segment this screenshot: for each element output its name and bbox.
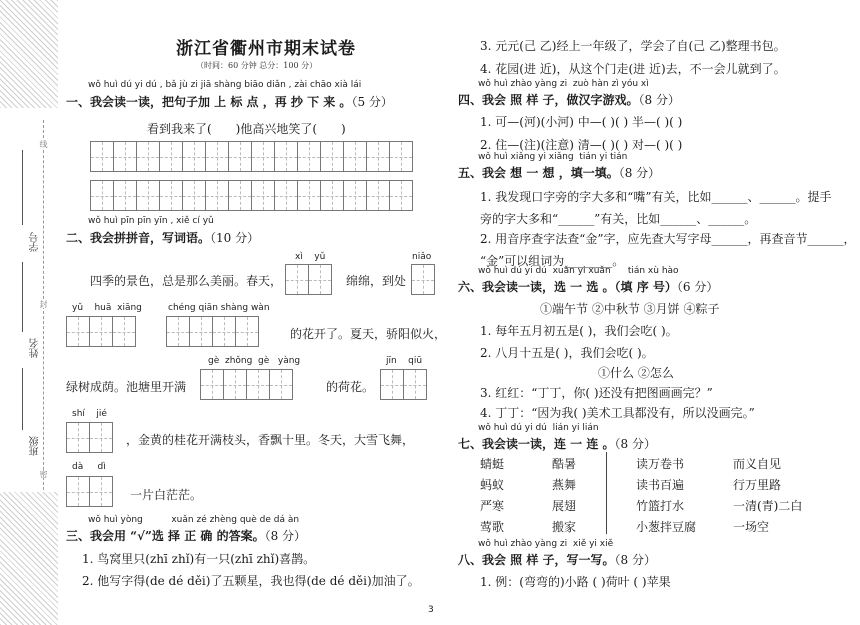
- writing-cell[interactable]: [308, 264, 332, 295]
- writing-cell[interactable]: [212, 316, 236, 347]
- q7-match-item-left-b[interactable]: 燕舞: [552, 478, 577, 492]
- student-id-line: [22, 150, 23, 225]
- q2-answer-gezhongge[interactable]: [200, 369, 292, 400]
- writing-cell[interactable]: [112, 316, 136, 347]
- writing-cell[interactable]: [228, 141, 252, 172]
- writing-cell[interactable]: [66, 316, 90, 347]
- writing-cell[interactable]: [136, 141, 160, 172]
- q6-item-4: 4. 丁丁：“因为我( )美术工具都没有，所以没画完。”: [480, 406, 755, 420]
- q6-heading: [458, 278, 718, 295]
- binding-margin: [0, 0, 58, 625]
- q7-match-item-right-b[interactable]: 一清(青)二白: [733, 499, 803, 513]
- seal-mark-line: 线: [39, 140, 48, 148]
- q1-writing-grid-row1[interactable]: [90, 141, 412, 172]
- q5-item-2a: 2. 用音序查字法查“金”字，应先查大写字母______，再查音节______，: [480, 232, 856, 246]
- q7-match-item-left-a[interactable]: 蜻蜓: [480, 457, 505, 471]
- q7-match-item-left-a[interactable]: 莺歌: [480, 520, 505, 534]
- writing-cell[interactable]: [235, 316, 259, 347]
- writing-cell[interactable]: [228, 180, 252, 211]
- q1-writing-grid-row2[interactable]: [90, 180, 412, 211]
- q4-item-2: 2. 住—(注)(注意) 清—( )( ) 对—( )( ): [480, 138, 683, 152]
- writing-cell[interactable]: [297, 180, 321, 211]
- writing-cell[interactable]: [274, 180, 298, 211]
- writing-cell[interactable]: [343, 141, 367, 172]
- q1-heading-text: 一、我会读一读，把句子加 上 标 点 ，再 抄 下 来 。: [66, 95, 352, 109]
- q8-heading-text: 八、我会 照 样 子，写一写。: [458, 553, 615, 567]
- q3-item-4: 4. 花园(进 近)，从这个门走(进 近)去，不一会儿就到了。: [480, 62, 786, 76]
- q7-match-item-right-b[interactable]: 行万里路: [733, 478, 782, 492]
- q7-match-item-left-a[interactable]: 严寒: [480, 499, 505, 513]
- q6-options-2: ①什么 ②怎么: [598, 366, 674, 380]
- q3-item-3: 3. 元元(己 乙)经上一年级了，学会了自(己 乙)整理书包。: [480, 39, 786, 53]
- writing-cell[interactable]: [205, 141, 229, 172]
- writing-cell[interactable]: [189, 316, 213, 347]
- page-number: 3: [428, 605, 434, 615]
- writing-cell[interactable]: [66, 476, 90, 507]
- q7-column-divider: [606, 452, 607, 534]
- q6-item-3: 3. 红红：“丁丁，你( )还没有把图画画完？”: [480, 386, 713, 400]
- seal-mark-secret: 密: [39, 470, 48, 478]
- writing-cell[interactable]: [113, 180, 137, 211]
- hatch-pattern-top: [0, 0, 58, 108]
- name-label: 姓名: [30, 338, 41, 358]
- q2-text-4: 绿树成荫。池塘里开满: [66, 380, 187, 394]
- q7-match-item-left-b[interactable]: 展翅: [552, 499, 577, 513]
- writing-cell[interactable]: [89, 422, 113, 453]
- q6-options-1: ①端午节 ②中秋节 ③月饼 ④粽子: [540, 302, 720, 316]
- q5-pinyin: wǒ huì xiǎng yi xiǎng tián yi tián: [478, 152, 628, 162]
- q2-text-6: ，金黄的桂花开满枝头，香飘十里。冬天，大雪飞舞，: [126, 433, 415, 447]
- writing-cell[interactable]: [297, 141, 321, 172]
- q7-pinyin: wǒ huì dú yi dú lián yi lián: [478, 423, 599, 433]
- writing-cell[interactable]: [90, 141, 114, 172]
- q2-text-2: 绵绵，到处: [346, 274, 407, 288]
- q7-heading-text: 七、我会读一读，连 一 连 。: [458, 437, 615, 451]
- writing-cell[interactable]: [389, 141, 413, 172]
- q3-heading-text: 三、我会用 “√”选 择 正 确 的答案。: [66, 529, 265, 543]
- q2-pinyin-gezhongge: gè zhǒng gè yàng: [208, 356, 301, 366]
- q7-match-item-left-b[interactable]: 酷暑: [552, 457, 577, 471]
- page-subtitle: （时间：60 分钟 总分：100 分）: [196, 61, 318, 70]
- q2-heading: [66, 229, 259, 246]
- q6-score: （6 分）: [676, 280, 719, 294]
- writing-cell[interactable]: [205, 180, 229, 211]
- writing-cell[interactable]: [320, 180, 344, 211]
- writing-cell[interactable]: [411, 264, 435, 295]
- q5-score: （8 分）: [618, 166, 661, 180]
- q3-item-1: 1. 鸟窝里只(zhī zhǐ)有一只(zhī zhǐ)喜鹊。: [82, 552, 316, 566]
- class-label: 班级: [30, 436, 41, 456]
- writing-cell[interactable]: [320, 141, 344, 172]
- q5-item-1b: 旁的字大多和“______”有关，比如______、______。: [480, 212, 757, 226]
- q1-score: （5 分）: [351, 95, 393, 109]
- q8-heading: [458, 551, 656, 568]
- writing-cell[interactable]: [343, 180, 367, 211]
- page-title: 浙江省衢州市期末试卷: [176, 39, 356, 59]
- q4-heading-text: 四、我会 照 样 子，做汉字游戏。: [458, 93, 639, 107]
- q3-item-2: 2. 他写字得(de dé děi)了五颗星，我也得(de dé děi)加油了。: [82, 574, 420, 588]
- q3-heading: [66, 527, 306, 544]
- q2-answer-yuhuaxiang[interactable]: [66, 316, 135, 347]
- writing-cell[interactable]: [159, 180, 183, 211]
- writing-cell[interactable]: [389, 180, 413, 211]
- q7-match-item-right-a[interactable]: 竹篮打水: [636, 499, 685, 513]
- writing-cell[interactable]: [269, 369, 293, 400]
- q1-heading: [66, 93, 393, 110]
- q2-answer-shijie[interactable]: [66, 422, 112, 453]
- q2-heading-text: 二、我会拼拼音，写词语。: [66, 231, 211, 245]
- q6-heading-text: 六、我会读一读，选 一 选 。（填 序 号）: [458, 280, 677, 294]
- q2-text-1: 四季的景色，总是那么美丽。春天，: [90, 274, 283, 288]
- q2-pinyin-shijie: shí jié: [72, 409, 107, 419]
- q3-pinyin: wǒ huì yòng xuǎn zé zhèng què de dá àn: [88, 515, 300, 525]
- q2-answer-dadi[interactable]: [66, 476, 112, 507]
- q7-match-item-right-a[interactable]: 读万卷书: [636, 457, 685, 471]
- writing-cell[interactable]: [66, 422, 90, 453]
- writing-cell[interactable]: [285, 264, 309, 295]
- writing-cell[interactable]: [403, 369, 427, 400]
- writing-cell[interactable]: [136, 180, 160, 211]
- q7-match-item-left-a[interactable]: 蚂蚁: [480, 478, 505, 492]
- q2-answer-niao[interactable]: [411, 264, 434, 295]
- q7-match-item-right-b[interactable]: 一场空: [733, 520, 770, 534]
- q5-heading-text: 五、我会 想 一 想 ，填一填。: [458, 166, 619, 180]
- writing-cell[interactable]: [159, 141, 183, 172]
- writing-cell[interactable]: [251, 141, 275, 172]
- q2-pinyin-chengqian: chéng qiān shàng wàn: [168, 303, 270, 313]
- q3-score: （8 分）: [264, 529, 307, 543]
- writing-cell[interactable]: [182, 141, 206, 172]
- q4-pinyin: wǒ huì zhào yàng zi zuò hàn zì yóu xì: [478, 79, 649, 89]
- q2-pinyin-xiyu: xì yǔ: [295, 252, 326, 262]
- writing-cell[interactable]: [274, 141, 298, 172]
- q8-pinyin: wǒ huì zhào yàng zi xiě yi xiě: [478, 539, 614, 549]
- q7-score: （8 分）: [614, 437, 656, 451]
- q2-pinyin-dadi: dà dì: [72, 462, 106, 472]
- q5-heading: [458, 164, 660, 181]
- name-line: [22, 262, 23, 332]
- q4-item-1: 1. 可—(河)(小河) 中—( )( ) 半—( )( ): [480, 115, 683, 129]
- q2-answer-chengqian[interactable]: [166, 316, 258, 347]
- writing-cell[interactable]: [182, 180, 206, 211]
- hatch-pattern-bottom: [0, 492, 58, 625]
- q5-item-2b: “金”可以组词为________。: [480, 254, 625, 268]
- q2-pinyin-niao: niǎo: [412, 252, 432, 262]
- q7-heading: [458, 435, 656, 452]
- writing-cell[interactable]: [366, 180, 390, 211]
- q6-pinyin: wǒ huì dú yi dú xuǎn yi xuǎn tián xù hào: [478, 266, 679, 276]
- q1-sentence: 看到我来了( )他高兴地笑了( ): [147, 122, 346, 136]
- q6-item-2: 2. 八月十五是( )，我们会吃( )。: [480, 346, 654, 360]
- q2-pinyin-jinqiu: jīn qiū: [386, 356, 423, 366]
- q7-match-item-right-b[interactable]: 而义自见: [733, 457, 782, 471]
- q8-item-1: 1. 例：(弯弯的)小路 ( )荷叶 ( )苹果: [480, 575, 671, 589]
- writing-cell[interactable]: [366, 141, 390, 172]
- writing-cell[interactable]: [89, 316, 113, 347]
- q4-score: （8 分）: [638, 93, 680, 107]
- q2-pinyin: wǒ huì pīn pīn yīn , xiě cí yǔ: [88, 216, 214, 226]
- q7-match-item-left-b[interactable]: 搬家: [552, 520, 577, 534]
- class-line: [22, 368, 23, 430]
- q2-answer-jinqiu[interactable]: [380, 369, 426, 400]
- q2-text-3: 的花开了。夏天，骄阳似火，: [290, 327, 447, 341]
- writing-cell[interactable]: [380, 369, 404, 400]
- writing-cell[interactable]: [251, 180, 275, 211]
- q5-item-1a: 1. 我发现口字旁的字大多和“嘴”有关，比如______、______。提手: [480, 190, 832, 204]
- q4-heading: [458, 91, 680, 108]
- q7-match-item-right-a[interactable]: 小葱拌豆腐: [636, 520, 697, 534]
- writing-cell[interactable]: [246, 369, 270, 400]
- q2-answer-xiyu[interactable]: [285, 264, 331, 295]
- seal-mark-seal: 封: [39, 300, 48, 308]
- writing-cell[interactable]: [223, 369, 247, 400]
- writing-cell[interactable]: [89, 476, 113, 507]
- writing-cell[interactable]: [113, 141, 137, 172]
- q2-pinyin-yuhuaxiang: yǔ huā xiāng: [72, 303, 142, 313]
- q2-score: （10 分）: [210, 231, 260, 245]
- q7-match-item-right-a[interactable]: 读书百遍: [636, 478, 685, 492]
- student-id-label: 学号: [30, 232, 41, 252]
- q2-text-7: 一片白茫茫。: [130, 488, 203, 502]
- q6-item-1: 1. 每年五月初五是( )，我们会吃( )。: [480, 324, 678, 338]
- q1-pinyin: wǒ huì dú yi dú , bǎ jù zi jiā shàng biāo diǎn , zài chāo xià lái: [88, 80, 362, 90]
- writing-cell[interactable]: [90, 180, 114, 211]
- writing-cell[interactable]: [166, 316, 190, 347]
- q2-text-5: 的荷花。: [326, 380, 375, 394]
- q8-score: （8 分）: [614, 553, 656, 567]
- writing-cell[interactable]: [200, 369, 224, 400]
